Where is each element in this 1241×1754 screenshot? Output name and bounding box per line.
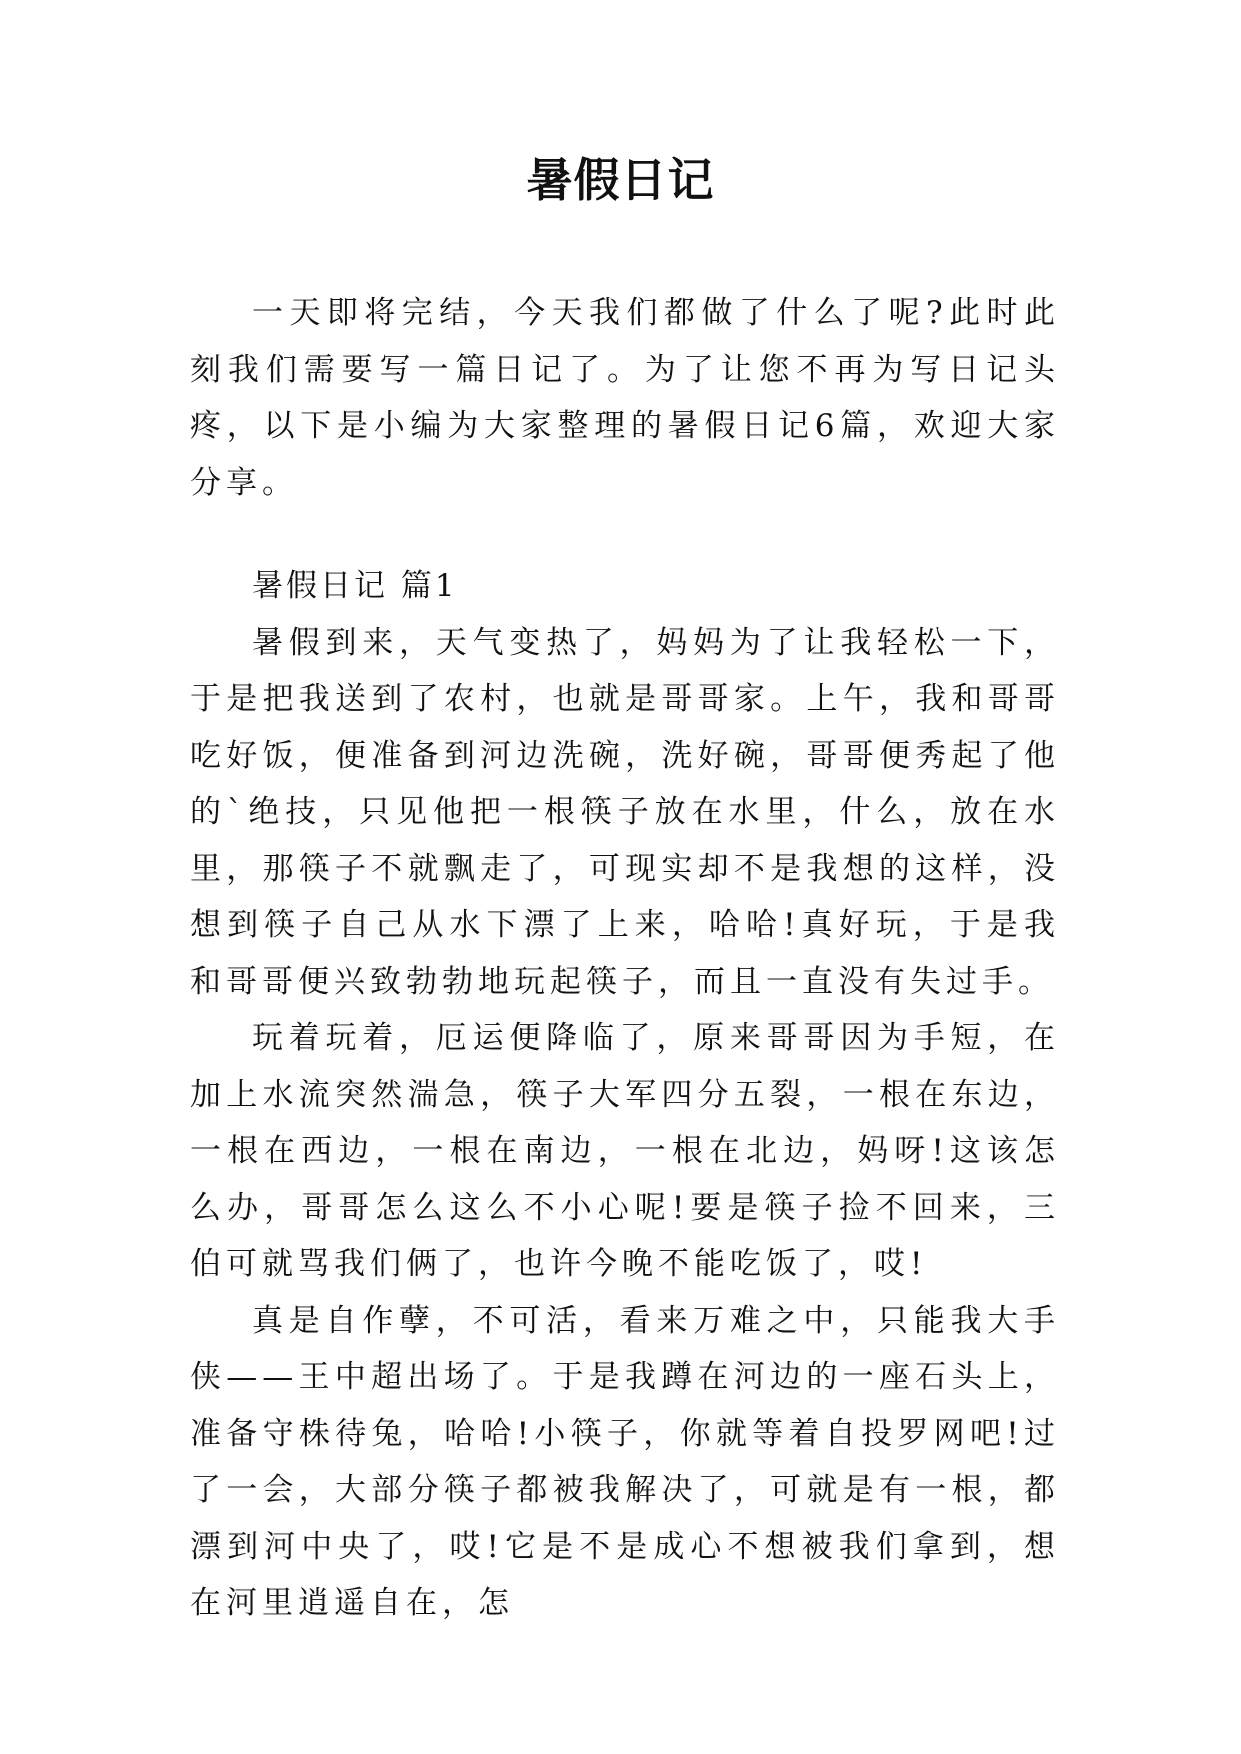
document-title: 暑假日记 xyxy=(526,153,715,207)
body-paragraph: 玩着玩着，厄运便降临了，原来哥哥因为手短，在加上水流突然湍急，筷子大军四分五裂，一根在东边，一根在西边，一根在南边，一根在北边，妈呀!这该怎么办，哥哥怎么这么不小心呢!要是筷子捡不回来，三伯可就骂我们俩了，也许今晚不能吃饭了，哎! xyxy=(190,1020,1060,1282)
section-1 xyxy=(190,558,1060,1632)
document-body xyxy=(190,285,1060,1632)
body-paragraph: 真是自作孽，不可活，看来万难之中，只能我大手侠——王中超出场了。于是我蹲在河边的一座石头上，准备守株待兔，哈哈!小筷子，你就等着自投罗网吧!过了一会，大部分筷子都被我解决了，可就是有一根，都漂到河中央了，哎!它是不是成心不想被我们拿到，想在河里逍遥自在，怎 xyxy=(190,1302,1060,1621)
section-heading: 暑假日记 篇1 xyxy=(252,568,458,604)
body-paragraph: 暑假到来，天气变热了，妈妈为了让我轻松一下，于是把我送到了农村，也就是哥哥家。上午，我和哥哥吃好饭，便准备到河边洗碗，洗好碗，哥哥便秀起了他的`绝技，只见他把一根筷子放在水里，什么，放在水里，那筷子不就飘走了，可现实却不是我想的这样，没想到筷子自己从水下漂了上来，哈哈!真好玩，于是我和哥哥便兴致勃勃地玩起筷子，而且一直没有失过手。 xyxy=(190,624,1060,1000)
intro-paragraph: 一天即将完结，今天我们都做了什么了呢?此时此刻我们需要写一篇日记了。为了让您不再为写日记头疼，以下是小编为大家整理的暑假日记6篇，欢迎大家分享。 xyxy=(190,295,1060,501)
